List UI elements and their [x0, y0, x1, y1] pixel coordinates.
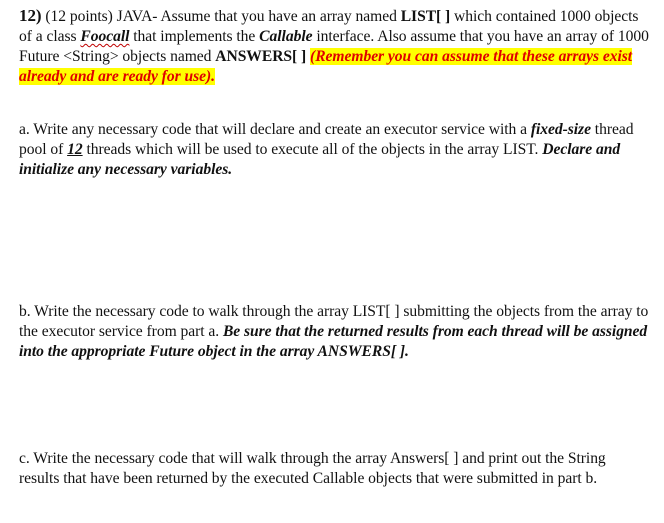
class-name: Foocall [80, 28, 130, 45]
part-c [19, 449, 649, 489]
question-points: (12 points) [45, 8, 113, 25]
part-c-text-1: c. Write the necessary code that will walk through the array Answers[ ] and print out the String results that have been returned by the executed Callable objects that were submitted in part b. [19, 450, 606, 487]
question-number: 12) [19, 6, 42, 25]
fixed-size-term: fixed-size [530, 121, 591, 138]
part-b-text-1: b. Write the necessary code to walk through the array LIST[ ] submitting the objects from the array to the executor service from part a. [19, 303, 649, 340]
part-b-bold-note: Be sure that the returned results from each thread will be assigned into the appropriate Future object in the array ANSWERS[ ]. [19, 323, 648, 360]
thread-count: 12 [67, 141, 83, 158]
list-array-name: LIST[ ] [400, 8, 451, 25]
intro-text-2: which contained 1000 objects of a class [19, 8, 639, 45]
callable-term: Callable [259, 28, 313, 45]
highlighted-note: (Remember you can assume that these arrays exist already and are ready for use). [19, 48, 633, 85]
intro-text-3: that implements the [129, 28, 260, 45]
part-a [19, 120, 649, 180]
intro-text-4: interface. Also assume that you have an array of 1000 Future <String> objects named [19, 28, 649, 65]
part-b [19, 302, 649, 362]
part-a-text-3: threads which will be used to execute all of the objects in the array LIST. [82, 141, 543, 158]
intro-text-1: JAVA- Assume that you have an array named [112, 8, 401, 25]
question-intro [19, 6, 649, 87]
part-a-text-2: thread pool of [19, 121, 634, 158]
part-a-bold-note: Declare and initialize any necessary variables. [19, 141, 621, 178]
part-a-text-1: a. Write any necessary code that will declare and create an executor service with a [19, 121, 531, 138]
answers-array-name: ANSWERS[ ] [215, 48, 307, 65]
